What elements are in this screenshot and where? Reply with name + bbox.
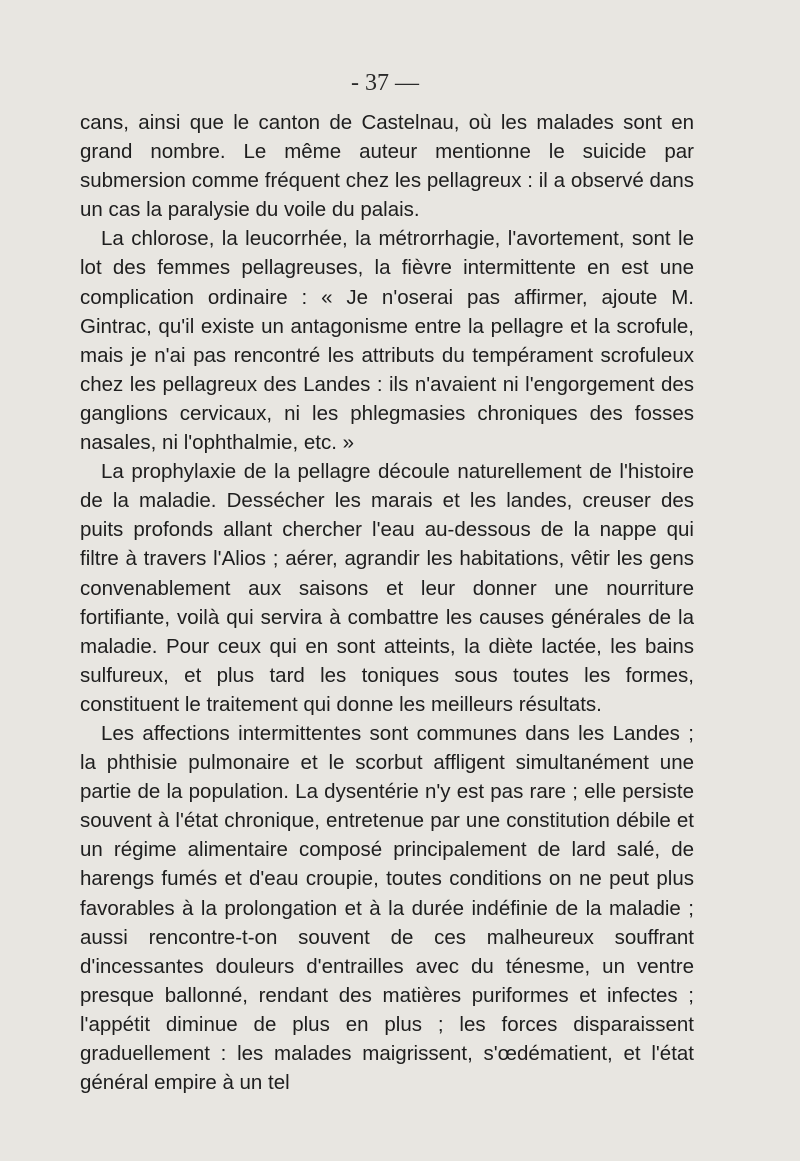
paragraph-chlorose: La chlorose, la leucorrhée, la métrorrhagie, l'avortement, sont le lot des femmes pellagreuses, la fièvre intermittente en est une complication ordinaire : « Je n'oserai pas affirmer, ajoute M. Gintrac, qu'il existe un antagonisme entre la pellagre et la scrofule, mais je n'ai pas rencontré les attributs du tempérament scrofuleux chez les pellagreux des Landes : ils n'avaient ni l'engorgement des ganglions cervicaux, ni les phlegmasies chroniques des fosses nasales, ni l'ophthalmie, etc. » — [80, 227, 694, 455]
paragraph-prophylaxie: La prophylaxie de la pellagre découle naturellement de l'histoire de la maladie. Dessécher les marais et les landes, creuser des puits profonds allant chercher l'eau au-dessous de la nappe qui filtre à travers l'Alios ; aérer, agrandir les habitations, vêtir les gens convenablement aux saisons et leur donner une nourriture fortifiante, voilà qui servira à combattre les causes générales de la maladie. Pour ceux qui en sont atteints, la diète lactée, les bains sulfureux, et plus tard les toniques sous toutes les formes, constituent le traitement qui donne les meilleurs résultats. — [80, 460, 694, 716]
paragraph-affections: Les affections intermittentes sont communes dans les Landes ; la phthisie pulmonaire et le scorbut affligent simultanément une partie de la population. La dysentérie n'y est pas rare ; elle persiste souvent à l'état chronique, entretenue par une constitution débile et un régime alimentaire composé principalement de lard salé, de harengs fumés et d'eau croupie, toutes conditions on ne peut plus favorables à la prolongation et à la durée indéfinie de la maladie ; aussi rencontre-t-on souvent de ces malheureux souffrant d'incessantes douleurs d'entrailles avec du ténesme, un ventre presque ballonné, rendant des matières puriformes et infectes ; l'appétit diminue de plus en plus ; les forces disparaissent graduellement : les malades maigrissent, s'œdématient, et l'état général empire à un tel — [80, 721, 694, 1095]
paragraph-continuation: cans, ainsi que le canton de Castelnau, où les malades sont en grand nombre. Le même auteur mentionne le suicide par submersion comme fréquent chez les pellagreux : il a observé dans un cas la paralysie du voile du palais. — [80, 111, 694, 222]
page-number: - 37 — — [351, 70, 419, 96]
body-text — [80, 108, 694, 1097]
